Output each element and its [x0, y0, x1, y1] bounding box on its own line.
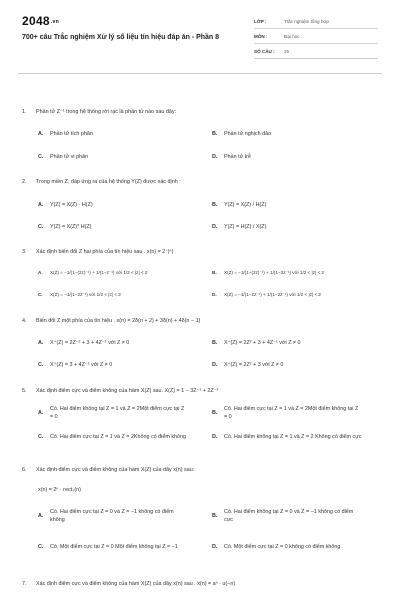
option-text: Y(Z) = H(Z) / X(Z) — [224, 224, 267, 230]
option-5d[interactable] — [212, 433, 362, 441]
option-text: Có. Hai điểm cực tại Z = 1 và Z = 2Một điểm không tại Z = 0 — [224, 406, 359, 420]
option-text: X(Z) = −1/(1−2z⁻¹) + 1/(1−2z⁻¹) với 1/2 < |z| < 2 — [224, 292, 321, 297]
option-2b[interactable] — [212, 201, 372, 209]
option-6d[interactable] — [212, 543, 362, 551]
option-text: X⁺(Z) = 2Z⁻² + 3 + 4Z⁻¹ với Z ≠ 0 — [50, 340, 130, 346]
meta-value: Đại học — [284, 33, 300, 39]
option-letter: A. — [38, 513, 44, 519]
meta-label: SỐ CÂU : — [254, 48, 275, 54]
meta-label: LỚP : — [254, 18, 267, 24]
option-6b[interactable] — [212, 508, 362, 524]
option-text: X⁺(Z) = 2Z² + 3 + 4Z⁻¹ với Z ≠ 0 — [224, 340, 301, 346]
question-text: Biến đổi Z một phía của tín hiệu . x(n) = 2δ(n + 2) + 3δ(n) + 4δ(n − 1) — [36, 318, 201, 324]
option-text: X(Z) = −1/(1−(2z)⁻¹) + 1/(1−2z⁻¹) với 1/2 < |z| < 2 — [224, 270, 324, 275]
option-5b[interactable] — [212, 405, 362, 421]
question-6-sequence: x(n) = 2ⁿ · rect₃(n) — [38, 487, 81, 493]
option-text: Phần tử trễ — [224, 154, 251, 160]
meta-row-count — [254, 44, 378, 59]
option-4a[interactable] — [38, 339, 198, 347]
option-3c[interactable] — [38, 291, 208, 299]
question-number: 6. — [22, 467, 27, 473]
meta-value: 25 — [284, 48, 290, 54]
option-6c[interactable] — [38, 543, 188, 551]
question-6 — [22, 466, 382, 474]
option-text: Có. Một điểm cực tại Z = 0 Một điểm không tại Z = −1 — [50, 544, 178, 550]
question-number: 5. — [22, 388, 27, 394]
meta-value: Trắc nghiệm tổng hợp — [284, 18, 329, 24]
meta-row-subject — [254, 29, 378, 44]
option-text: Phần tử nghịch đảo — [224, 131, 272, 137]
option-letter: D. — [212, 362, 218, 368]
option-4c[interactable] — [38, 361, 198, 369]
option-text: X⁺(Z) = 2Z² + 3 với Z ≠ 0 — [224, 362, 284, 368]
question-5 — [22, 387, 382, 395]
option-text: Có. Một điểm cực tại Z = 0 không có điểm không — [224, 544, 341, 550]
option-1a[interactable] — [38, 130, 198, 138]
option-1d[interactable] — [212, 153, 372, 161]
option-4d[interactable] — [212, 361, 372, 369]
option-3d[interactable] — [212, 291, 382, 299]
option-letter: C. — [38, 154, 44, 160]
question-number: 1. — [22, 109, 27, 115]
option-5a[interactable] — [38, 405, 188, 421]
option-letter: A. — [38, 131, 44, 137]
option-text: Phần tử vi phân — [50, 154, 89, 160]
option-text: X(Z) = −1/(1−(2z)⁻¹) + 1/(1−z⁻¹) với 1/2 < |z| < 2 — [50, 270, 148, 275]
option-letter: A. — [38, 202, 44, 208]
meta-label: MÔN : — [254, 33, 268, 39]
question-text: Xác định biến đổi Z hai phía của tín hiệu sau . x(n) = 2⁻|ⁿ| — [36, 249, 173, 255]
option-6a[interactable] — [38, 508, 188, 524]
site-logo[interactable] — [22, 14, 59, 28]
option-letter: B. — [212, 513, 218, 519]
question-1 — [22, 108, 382, 116]
option-1b[interactable] — [212, 130, 372, 138]
question-text: Xác định điểm cực và điểm không của hàm X(Z) của dãy x(n) sau: — [36, 467, 195, 473]
option-1c[interactable] — [38, 153, 198, 161]
logo-suffix: .vn — [50, 18, 60, 25]
question-4 — [22, 317, 382, 325]
option-letter: B. — [212, 131, 218, 137]
option-text: Có. Hai điểm không tại Z = 1 và Z = 2 Không có điểm cực — [224, 434, 362, 440]
question-number: 4. — [22, 318, 27, 324]
option-letter: D. — [212, 292, 217, 297]
option-letter: C. — [38, 434, 44, 440]
option-text: X⁺(Z) = 3 + 4Z⁻¹ với Z ≠ 0 — [50, 362, 113, 368]
meta-row-class — [254, 14, 378, 29]
question-number: 3. — [22, 249, 27, 255]
option-letter: B. — [212, 202, 218, 208]
option-letter: B. — [212, 410, 218, 416]
option-text: X(Z) = −1/(1−2z⁻¹) với 1/2 < |z| < 2 — [50, 292, 121, 297]
option-letter: A. — [38, 340, 44, 346]
option-3b[interactable] — [212, 269, 382, 277]
option-letter: C. — [38, 544, 44, 550]
question-text: Trong miền Z, đáp ứng ra của hệ thống Y(Z) được xác định : — [36, 179, 181, 185]
option-letter: B. — [212, 270, 217, 275]
option-text: Y(Z) = X(Z) / H(Z) — [224, 202, 267, 208]
option-5c[interactable] — [38, 433, 188, 441]
option-text: Có. Hai điểm cực tại Z = 0 và Z = −1 không có điểm không — [50, 509, 174, 523]
option-letter: C. — [38, 292, 43, 297]
option-letter: D. — [212, 434, 218, 440]
option-text: Phần tử tích phân — [50, 131, 93, 137]
option-2a[interactable] — [38, 201, 198, 209]
logo-text: 2048 — [22, 14, 50, 28]
option-3a[interactable] — [38, 269, 208, 277]
question-3 — [22, 248, 382, 256]
question-number: 2. — [22, 179, 27, 185]
option-text: Có. Hai điểm không tại Z = 0 và Z = −1 không có điểm cực — [224, 509, 354, 523]
option-letter: C. — [38, 362, 44, 368]
header-divider — [18, 73, 382, 74]
question-text: Phần tử Z⁻¹ trong hệ thống rời rạc là phần tử nào sau đây: — [36, 109, 177, 115]
option-letter: B. — [212, 340, 218, 346]
question-number: 7. — [22, 581, 27, 587]
option-4b[interactable] — [212, 339, 372, 347]
question-2 — [22, 178, 382, 186]
question-7 — [22, 580, 382, 588]
option-letter: D. — [212, 544, 218, 550]
option-text: Có. Hai điểm không tại Z = 1 và Z = 2Một điểm cực tại Z = 0 — [50, 406, 185, 420]
meta-panel — [254, 14, 378, 59]
option-letter: D. — [212, 224, 218, 230]
option-letter: A. — [38, 410, 44, 416]
option-2d[interactable] — [212, 223, 372, 231]
option-text: Y(Z) = X(Z)* H(Z) — [50, 224, 92, 230]
document-title: 700+ câu Trắc nghiệm Xử lý số liệu tín hiệu đáp án - Phần 8 — [22, 34, 220, 41]
option-letter: A. — [38, 270, 43, 275]
question-text: Xác định điểm cực và điểm không của hàm X(Z) của dãy x(n) sau . x(n) = aⁿ · u(−n) — [36, 581, 236, 587]
option-2c[interactable] — [38, 223, 198, 231]
option-text: Có. Hai điểm cực tại Z = 1 và Z = 2Không có điểm không — [50, 434, 187, 440]
option-letter: D. — [212, 154, 218, 160]
option-letter: C. — [38, 224, 44, 230]
question-text: Xác định điểm cực và điểm không của hàm X(Z) sau. X(Z) = 1 − 3Z⁻¹ + 2Z⁻² — [36, 388, 219, 394]
option-text: Y(Z) = X(Z) · H(Z) — [50, 202, 93, 208]
